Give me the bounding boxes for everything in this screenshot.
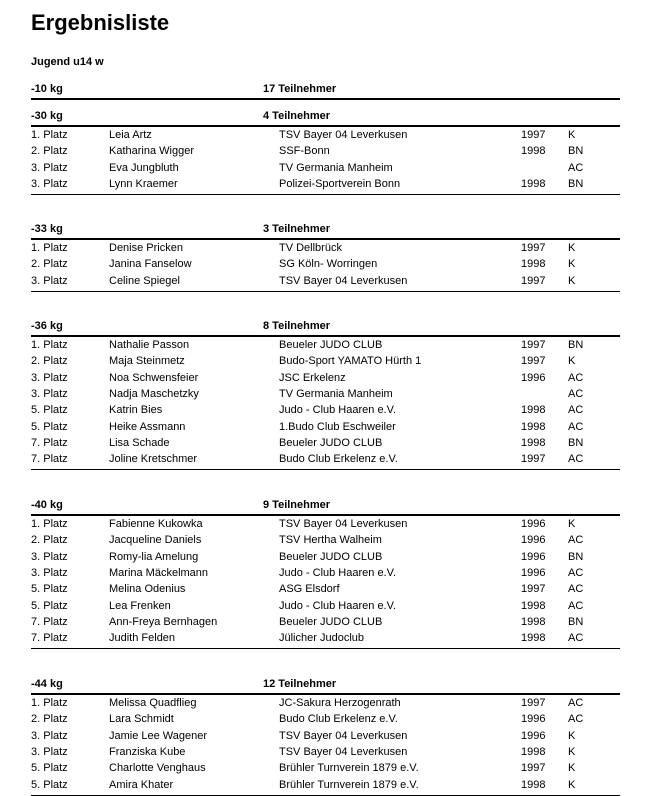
result-club: TSV Bayer 04 Leverkusen <box>279 129 408 141</box>
result-club: Judo - Club Haaren e.V. <box>279 566 396 579</box>
result-place: 2. Platz <box>31 534 68 547</box>
result-year: 1996 <box>521 518 546 530</box>
result-year: 1997 <box>521 453 546 466</box>
result-state: BN <box>568 550 584 563</box>
age-group-subtitle: Jugend u14 w <box>31 56 104 68</box>
result-place: 7. Platz <box>31 632 68 645</box>
result-state: AC <box>568 632 584 645</box>
result-club: JC-Sakura Herzogenrath <box>279 697 401 709</box>
result-year: 1998 <box>521 177 546 190</box>
header-rule <box>31 693 620 695</box>
result-row <box>31 388 620 404</box>
result-name: Eva Jungbluth <box>109 161 179 174</box>
result-row <box>31 551 620 567</box>
header-rule <box>31 335 620 337</box>
result-year: 1997 <box>521 129 546 141</box>
result-state: BN <box>568 436 584 449</box>
result-club: TSV Bayer 04 Leverkusen <box>279 729 408 742</box>
weight-class-header <box>31 678 620 692</box>
result-name: Romy-lia Amelung <box>109 550 199 563</box>
result-place: 7. Platz <box>31 436 68 449</box>
result-name: Fabienne Kukowka <box>109 518 203 530</box>
result-name: Charlotte Venghaus <box>109 762 206 775</box>
result-club: TV Germania Manheim <box>279 387 393 400</box>
participant-count: 8 Teilnehmer <box>263 320 331 332</box>
result-row <box>31 730 620 746</box>
weight-class-header <box>31 320 620 334</box>
result-row <box>31 779 620 795</box>
result-row <box>31 518 620 534</box>
result-name: Katrin Bies <box>109 404 163 417</box>
result-year: 1998 <box>521 436 546 449</box>
result-place: 7. Platz <box>31 615 68 628</box>
result-place: 7. Platz <box>31 453 68 466</box>
result-club: Budo Club Erkelenz e.V. <box>279 713 398 726</box>
result-row <box>31 746 620 762</box>
result-name: Ann-Freya Bernhagen <box>109 615 218 628</box>
result-club: Beueler JUDO CLUB <box>279 436 383 449</box>
result-row <box>31 339 620 355</box>
result-place: 3. Platz <box>31 566 68 579</box>
result-name: Maja Steinmetz <box>109 355 185 368</box>
result-club: ASG Elsdorf <box>279 583 340 596</box>
result-place: 2. Platz <box>31 258 68 271</box>
result-name: Heike Assmann <box>109 420 186 433</box>
result-place: 5. Platz <box>31 599 68 612</box>
result-name: Nathalie Passon <box>109 339 190 351</box>
result-name: Judith Felden <box>109 632 176 645</box>
result-name: Marina Mäckelmann <box>109 566 209 579</box>
result-year: 1997 <box>521 242 546 254</box>
result-year: 1996 <box>521 534 546 547</box>
weight-class-label: -40 kg <box>31 499 63 511</box>
participant-count: 17 Teilnehmer <box>263 83 337 95</box>
result-club: Beueler JUDO CLUB <box>279 550 383 563</box>
result-place: 1. Platz <box>31 518 68 530</box>
participant-count: 12 Teilnehmer <box>263 678 337 690</box>
header-rule <box>31 238 620 240</box>
result-row <box>31 178 620 194</box>
result-place: 3. Platz <box>31 745 68 758</box>
result-place: 5. Platz <box>31 778 68 791</box>
result-year: 1998 <box>521 745 546 758</box>
result-club: JSC Erkelenz <box>279 371 346 384</box>
result-club: Beueler JUDO CLUB <box>279 339 383 351</box>
result-state: AC <box>568 387 584 400</box>
result-row <box>31 404 620 420</box>
result-state: BN <box>568 177 584 190</box>
result-club: Budo Club Erkelenz e.V. <box>279 453 398 466</box>
result-club: TV Dellbrück <box>279 242 342 254</box>
result-name: Nadja Maschetzky <box>109 387 199 400</box>
result-state: AC <box>568 404 584 417</box>
weight-class-header <box>31 223 620 237</box>
result-place: 3. Platz <box>31 161 68 174</box>
result-state: K <box>568 129 576 141</box>
result-club: Brühler Turnverein 1879 e.V. <box>279 778 419 791</box>
result-name: Lynn Kraemer <box>109 177 178 190</box>
result-row <box>31 129 620 145</box>
result-row <box>31 242 620 258</box>
page-title: Ergebnisliste <box>31 10 170 35</box>
participant-count: 9 Teilnehmer <box>263 499 331 511</box>
result-year: 1998 <box>521 145 546 158</box>
result-place: 5. Platz <box>31 420 68 433</box>
result-state: AC <box>568 420 584 433</box>
result-row <box>31 421 620 437</box>
result-year: 1998 <box>521 632 546 645</box>
result-club: Brühler Turnverein 1879 e.V. <box>279 762 419 775</box>
result-state: K <box>568 258 576 271</box>
result-row <box>31 355 620 371</box>
result-club: Polizei-Sportverein Bonn <box>279 177 401 190</box>
result-state: K <box>568 518 576 530</box>
result-row <box>31 616 620 632</box>
weight-class-label: -36 kg <box>31 320 63 332</box>
result-year: 1997 <box>521 762 546 775</box>
header-rule <box>31 98 620 100</box>
weight-class-label: -33 kg <box>31 223 63 235</box>
result-year: 1996 <box>521 566 546 579</box>
result-name: Amira Khater <box>109 778 174 791</box>
weight-class-label: -10 kg <box>31 83 63 95</box>
result-name: Jamie Lee Wagener <box>109 729 208 742</box>
result-year: 1998 <box>521 258 546 271</box>
result-club: TSV Hertha Walheim <box>279 534 382 547</box>
result-state: K <box>568 762 576 775</box>
result-state: BN <box>568 339 584 351</box>
result-club: Judo - Club Haaren e.V. <box>279 404 396 417</box>
section-end-rule <box>31 291 620 292</box>
result-state: BN <box>568 615 584 628</box>
result-year: 1997 <box>521 697 546 709</box>
result-row <box>31 453 620 469</box>
result-name: Franziska Kube <box>109 745 186 758</box>
result-row <box>31 600 620 616</box>
result-place: 2. Platz <box>31 355 68 368</box>
result-place: 3. Platz <box>31 177 68 190</box>
result-state: K <box>568 242 576 254</box>
result-year: 1997 <box>521 355 546 368</box>
result-row <box>31 632 620 648</box>
result-state: K <box>568 355 576 368</box>
result-name: Denise Pricken <box>109 242 183 254</box>
result-year: 1996 <box>521 729 546 742</box>
result-state: AC <box>568 371 584 384</box>
result-state: AC <box>568 566 584 579</box>
result-place: 1. Platz <box>31 129 68 141</box>
result-state: AC <box>568 453 584 466</box>
result-state: K <box>568 745 576 758</box>
result-row <box>31 162 620 178</box>
result-year: 1998 <box>521 404 546 417</box>
section-end-rule <box>31 469 620 470</box>
section-end-rule <box>31 648 620 649</box>
result-club: Budo-Sport YAMATO Hürth 1 <box>279 355 422 368</box>
result-year: 1997 <box>521 339 546 351</box>
result-year: 1996 <box>521 713 546 726</box>
result-name: Celine Spiegel <box>109 274 180 287</box>
result-year: 1996 <box>521 550 546 563</box>
result-year: 1996 <box>521 371 546 384</box>
weight-class-header <box>31 499 620 513</box>
result-state: AC <box>568 583 584 596</box>
result-row <box>31 258 620 274</box>
result-row <box>31 713 620 729</box>
weight-class-label: -44 kg <box>31 678 63 690</box>
result-year: 1998 <box>521 615 546 628</box>
result-place: 1. Platz <box>31 242 68 254</box>
result-name: Noa Schwensfeier <box>109 371 199 384</box>
result-row <box>31 275 620 291</box>
result-place: 3. Platz <box>31 274 68 287</box>
weight-class-header <box>31 110 620 124</box>
result-club: 1.Budo Club Eschweiler <box>279 420 396 433</box>
result-club: TSV Bayer 04 Leverkusen <box>279 745 408 758</box>
result-row <box>31 145 620 161</box>
result-row <box>31 567 620 583</box>
result-state: K <box>568 274 576 287</box>
result-year: 1997 <box>521 583 546 596</box>
result-club: Beueler JUDO CLUB <box>279 615 383 628</box>
result-name: Lara Schmidt <box>109 713 174 726</box>
result-state: K <box>568 729 576 742</box>
result-place: 3. Platz <box>31 729 68 742</box>
result-state: BN <box>568 145 584 158</box>
result-state: AC <box>568 713 584 726</box>
result-name: Melina Odenius <box>109 583 186 596</box>
result-state: AC <box>568 599 584 612</box>
result-row <box>31 697 620 713</box>
result-row <box>31 583 620 599</box>
result-place: 3. Platz <box>31 387 68 400</box>
result-state: AC <box>568 534 584 547</box>
result-state: AC <box>568 697 584 709</box>
result-state: K <box>568 778 576 791</box>
result-club: Judo - Club Haaren e.V. <box>279 599 396 612</box>
result-row <box>31 437 620 453</box>
result-place: 5. Platz <box>31 762 68 775</box>
result-place: 2. Platz <box>31 713 68 726</box>
result-row <box>31 534 620 550</box>
result-club: SSF-Bonn <box>279 145 330 158</box>
result-row <box>31 762 620 778</box>
weight-class-header <box>31 83 620 97</box>
result-year: 1998 <box>521 778 546 791</box>
result-place: 5. Platz <box>31 404 68 417</box>
result-place: 1. Platz <box>31 697 68 709</box>
result-state: AC <box>568 161 584 174</box>
result-place: 2. Platz <box>31 145 68 158</box>
header-rule <box>31 125 620 127</box>
participant-count: 4 Teilnehmer <box>263 110 331 122</box>
result-place: 5. Platz <box>31 583 68 596</box>
participant-count: 3 Teilnehmer <box>263 223 331 235</box>
result-place: 3. Platz <box>31 371 68 384</box>
result-name: Katharina Wigger <box>109 145 194 158</box>
header-rule <box>31 514 620 516</box>
result-row <box>31 372 620 388</box>
result-name: Janina Fanselow <box>109 258 192 271</box>
result-place: 1. Platz <box>31 339 68 351</box>
result-year: 1998 <box>521 420 546 433</box>
result-name: Lea Frenken <box>109 599 171 612</box>
result-name: Jacqueline Daniels <box>109 534 202 547</box>
result-club: Jülicher Judoclub <box>279 632 364 645</box>
result-year: 1997 <box>521 274 546 287</box>
result-name: Melissa Quadflieg <box>109 697 197 709</box>
result-club: TSV Bayer 04 Leverkusen <box>279 518 408 530</box>
weight-class-label: -30 kg <box>31 110 63 122</box>
result-name: Lisa Schade <box>109 436 170 449</box>
section-end-rule <box>31 194 620 195</box>
result-place: 3. Platz <box>31 550 68 563</box>
result-year: 1998 <box>521 599 546 612</box>
result-club: TV Germania Manheim <box>279 161 393 174</box>
result-club: TSV Bayer 04 Leverkusen <box>279 274 408 287</box>
result-name: Joline Kretschmer <box>109 453 198 466</box>
result-club: SG Köln- Worringen <box>279 258 378 271</box>
result-name: Leia Artz <box>109 129 152 141</box>
